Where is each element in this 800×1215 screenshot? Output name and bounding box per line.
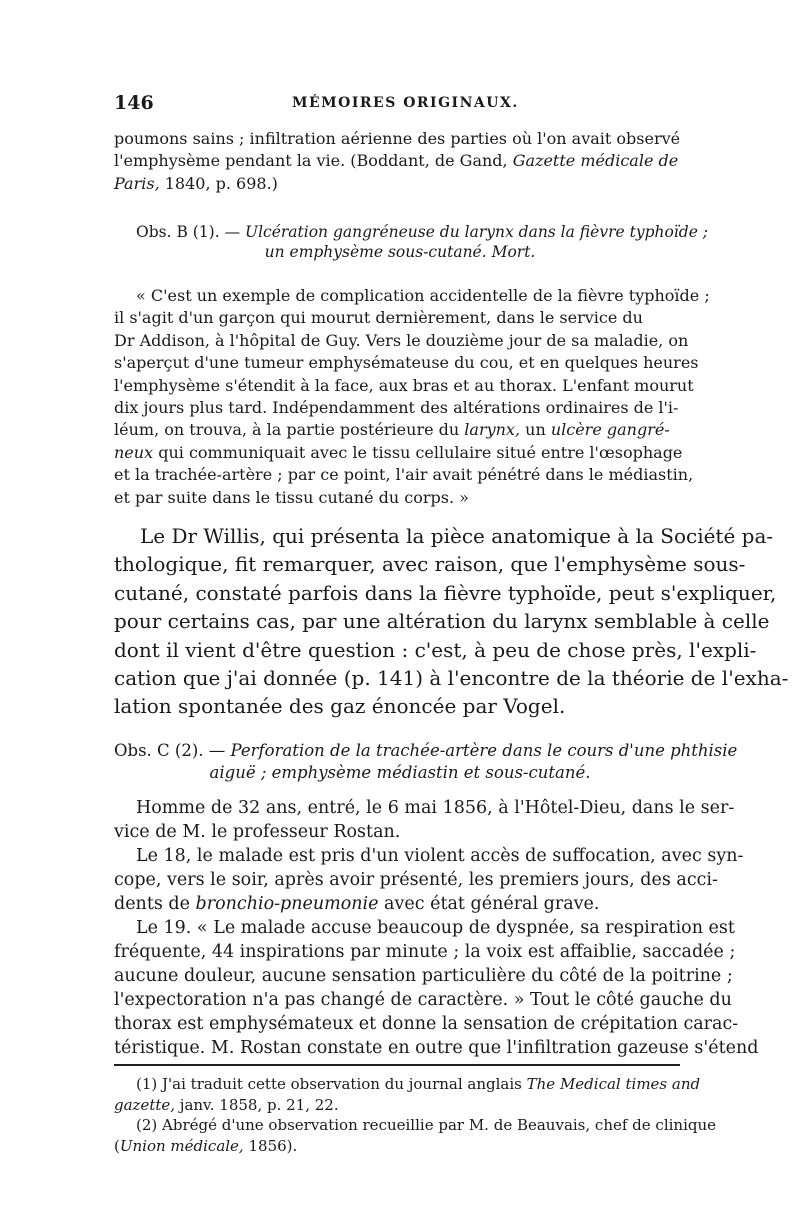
text-line: il s'agit d'un garçon qui mourut dernièrement, dans le service du [114,308,643,328]
footnote-2: (2) Abrégé d'une observation recueillie par M. de Beauvais, chef de clinique [136,1116,717,1134]
observation-b-title [114,222,709,262]
text-line: Obs. C (2). — Perforation de la trachée-artère dans le cours d'une phthisie [114,741,738,760]
text-line: léum, on trouva, à la partie postérieure du larynx, un ulcère gangré- [114,420,670,440]
observation-c-title [114,740,738,784]
footnote-1-cont: gazette, janv. 1858, p. 21, 22. [114,1095,339,1114]
text-line: Homme de 32 ans, entré, le 6 mai 1856, à l'Hôtel-Dieu, dans le ser- [136,798,735,818]
intro-paragraph [114,128,686,195]
journal-title: Paris, [114,173,160,193]
text-line: aiguë ; emphysème médiastin et sous-cutané. [209,763,591,782]
text-line: un emphysème sous-cutané. Mort. [264,243,536,261]
text-line: Obs. B (1). — Ulcération gangréneuse du larynx dans la fièvre typhoïde ; [136,223,709,241]
text-line: Dr Addison, à l'hôpital de Guy. Vers le douzième jour de sa maladie, on [114,330,689,350]
text-line: Le Dr Willis, qui présenta la pièce anatomique à la Société pa- [140,524,774,548]
text-line: thologique, fit remarquer, avec raison, que l'emphysème sous- [114,552,746,577]
text-line: lation spontanée des gaz énoncée par Vogel. [114,694,566,719]
footnote-2-cont: (Union médicale, 1856). [114,1136,298,1155]
text-line: s'aperçut d'une tumeur emphysémateuse du cou, et en quelques heures [114,353,699,373]
text-line: aucune douleur, aucune sensation particulière du côté de la poitrine ; [114,966,733,986]
text-line: thorax est emphysémateux et donne la sensation de crépitation carac- [114,1014,739,1034]
page-header [114,92,684,118]
text-line: Le 18, le malade est pris d'un violent accès de suffocation, avec syn- [136,846,744,866]
footnote-1: (1) J'ai traduit cette observation du journal anglais The Medical times and [136,1075,701,1093]
running-head: MÉMOIRES ORIGINAUX. [292,95,519,111]
text-line: et la trachée-artère ; par ce point, l'air avait pénétré dans le médiastin, [114,465,694,485]
text-line: cation que j'ai donnée (p. 141) à l'encontre de la théorie de l'exha- [114,666,789,691]
text-line: vice de M. le professeur Rostan. [114,822,401,842]
text-line: dix jours plus tard. Indépendamment des altérations ordinaires de l'i- [114,398,679,418]
text-line: dont il vient d'être question : c'est, à peu de chose près, l'expli- [114,637,757,662]
text-line: et par suite dans le tissu cutané du corps. » [114,487,469,507]
text-line: neux qui communiquait avec le tissu cellulaire situé entre l'œsophage [114,442,683,462]
text-line: l'emphysème pendant la vie. (Boddant, de Gand, Gazette médicale de [114,151,679,171]
text-line: téristique. M. Rostan constate en outre que l'infiltration gazeuse s'étend [114,1038,759,1058]
text-line: poumons sains ; infiltration aérienne des parties où l'on avait observé [114,129,681,148]
page-number: 146 [114,92,154,114]
text-line: l'expectoration n'a pas changé de caractère. » Tout le côté gauche du [114,990,732,1010]
willis-paragraph [114,522,789,721]
text-line: dents de bronchio-pneumonie avec état général grave. [114,894,600,914]
text-line: « C'est un exemple de complication accidentelle de la fièvre typhoïde ; [136,286,710,305]
observation-b-quote [114,285,710,509]
text-line: fréquente, 44 inspirations par minute ; la voix est affaiblie, saccadée ; [114,942,736,962]
journal-title: Gazette médicale de [512,151,679,171]
text-line: cutané, constaté parfois dans la fièvre typhoïde, peut s'expliquer, [114,580,777,605]
footnotes [114,1074,717,1156]
text-line: Le 19. « Le malade accuse beaucoup de dyspnée, sa respiration est [136,918,735,938]
footnote-divider [114,1064,680,1066]
text-line: l'emphysème s'étendit à la face, aux bras et au thorax. L'enfant mourut [114,375,694,395]
observation-c-case [114,796,759,1060]
text-line: Paris, 1840, p. 698.) [114,173,278,193]
text-line: cope, vers le soir, après avoir présenté, les premiers jours, des acci- [114,870,718,890]
text-line: pour certains cas, par une altération du larynx semblable à celle [114,609,770,634]
